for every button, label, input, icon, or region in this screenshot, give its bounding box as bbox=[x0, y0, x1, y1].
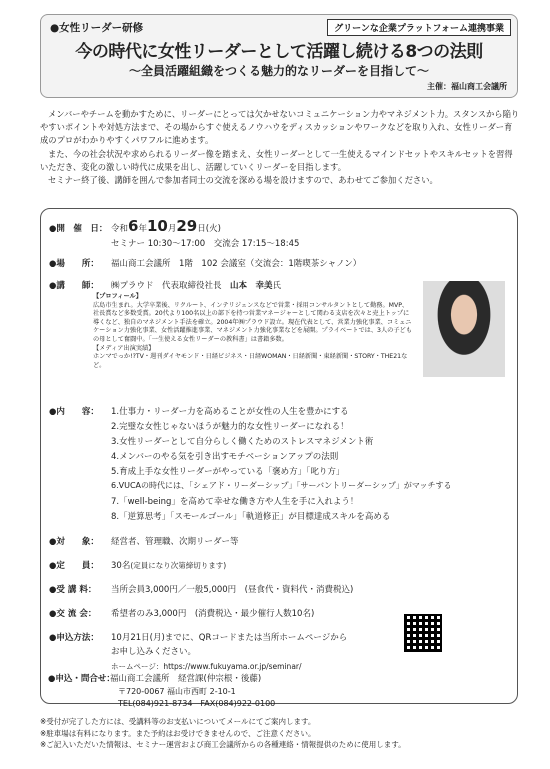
contact-row: ●申込・問合せ：福山商工会議所 経営課(仲宗根・後藤) bbox=[48, 674, 262, 684]
target-row: ●対 象： 経営者、管理職、次期リーダー等 bbox=[49, 537, 239, 547]
footer-note: ※駐車場は有料になります。また予約はお受けできませんので、ご注意ください。 bbox=[40, 728, 316, 738]
lecturer-row: ●講 師： ㈱プラウド 代表取締役社長 山本 幸美氏 bbox=[49, 281, 282, 291]
capacity-row: ●定 員： 30名(定員になり次第締切ります) bbox=[49, 561, 227, 571]
content-item: 7.「well-being」を高めて幸せな働き方や人生を手に入れよう！ bbox=[111, 497, 359, 507]
footer-notes bbox=[40, 716, 406, 751]
venue-row: ●場 所： 福山商工会議所 1階 102 会議室（交流会：1階喫茶シャノン） bbox=[49, 259, 362, 269]
info-box bbox=[40, 208, 518, 704]
page-title: 今の時代に女性リーダーとして活躍し続ける8つの法則 bbox=[75, 42, 483, 62]
time-row: セミナー 10:30〜17:00 交流会 17:15〜18:45 bbox=[111, 239, 300, 249]
apply-row: ●申込方法： 10月21日(月)までに、QRコードまたは当所ホームページから bbox=[49, 633, 348, 643]
intro-paragraph: セミナー終了後、講師を囲んで参加者同士の交流を深める場を設けますので、あわせてご参加ください。 bbox=[48, 175, 438, 186]
content-row: ●内 容： 1.仕事力・リーダー力を高めることが女性の人生を豊かにする bbox=[49, 407, 349, 417]
sponsor: 主催：福山商工会議所 bbox=[427, 82, 507, 91]
content-item: 5.育成上手な女性リーダーがやっている「褒め方」「叱り方」 bbox=[111, 467, 345, 477]
header-box bbox=[40, 14, 518, 98]
footer-note: ※受付が完了した方には、受講料等のお支払いについてメールにてご案内します。 bbox=[40, 717, 316, 726]
party-row: ●交 流 会： 希望者のみ3,000円 (消費税込・最少催行人数10名) bbox=[49, 609, 315, 619]
fee-row: ●受 講 料： 当所会員3,000円／一般5,000円 (昼食代・資料代・消費税込) bbox=[49, 585, 354, 595]
content-item: 6.VUCAの時代には、「シェアド・リーダーシップ」「サーバントリーダーシップ」がマッチする bbox=[111, 481, 452, 490]
lecturer-profile: 【プロフィール】 広島市生まれ。大学卒業後、リクルート、インテリジェンスなどで営業・採用コンサルタントとして勤務。MVP、社長賞など多数受賞。20代より100名以上の部下を持つ営業マネージャーとして関わる支店を次々と売上トップに導くなど、独自のマネジメント手法を確立。2004年㈱プラウド設立。現在代表として、営業力強化事業、コミュニケーション力強化事業、女性活躍推進事業、マネジメント力強化事業などを展開。プライベートでは、3人の子どもの母として奮闘中。「一生使える女性リーダーの教科書」は書籍多数。 【メディア出演実績】 ホンマでっか!?TV・週刊ダイヤモンド・日経ビジネス・日経WOMAN・日経新聞・東経新聞・STORY・THE21など。 bbox=[93, 293, 412, 369]
content-item: 2.完璧な女性じゃないほうが魅力的な女性リーダーになれる！ bbox=[111, 422, 349, 432]
contact-address: 〒720-0067 福山市西町 2-10-1 bbox=[118, 687, 236, 696]
category-label: ●女性リーダー研修 bbox=[50, 22, 144, 34]
page-subtitle: 〜全員活躍組織をつくる魅力的なリーダーを目指して〜 bbox=[128, 64, 429, 78]
footer-note: ※ご記入いただいた情報は、セミナー運営および商工会議所からの各種連絡・情報提供のために使用します。 bbox=[40, 740, 406, 749]
program-tag: グリーンな企業プラットフォーム連携事業 bbox=[327, 19, 511, 36]
content-item: 8.「逆算思考」「スモールゴール」「軌道修正」が目標達成スキルを高める bbox=[111, 512, 391, 522]
apply-row-2: お申し込みください。 bbox=[111, 647, 197, 657]
qr-code[interactable] bbox=[404, 614, 442, 652]
contact-tel: TEL(084)921-8734 FAX(084)922-0100 bbox=[118, 699, 276, 708]
homepage-link[interactable]: ホームページ：https://www.fukuyama.or.jp/seminar/ bbox=[111, 662, 302, 671]
intro-paragraph: また、今の社会状況や求められるリーダー像を踏まえ、女性リーダーとして一生使えるマインドセットやスキルセットを習得いただき、変化の激しい時代に成果を出し、活躍していくリーダーを目指します。 bbox=[40, 148, 513, 172]
lecturer-photo bbox=[423, 281, 505, 377]
content-item: 4.メンバーのやる気を引き出すモチベーションアップの法則 bbox=[111, 452, 339, 462]
date-row: ●開 催 日： 令和6年10月29日(火) bbox=[49, 217, 221, 235]
content-item: 3.女性リーダーとして自分らしく働くためのストレスマネジメント術 bbox=[111, 437, 374, 447]
intro-paragraph: メンバーやチームを動かすために、リーダーにとっては欠かせないコミュニケーション力やマネジメント力。スタンスから陥りやすいポイントや対処方法まで、その場からすぐ使えるノウハウをディスカッションやワークなどを取り入れ、女性リーダー育成のプロがわかりやすくパワフルに進めます。 bbox=[40, 109, 520, 146]
intro-text bbox=[40, 108, 520, 187]
